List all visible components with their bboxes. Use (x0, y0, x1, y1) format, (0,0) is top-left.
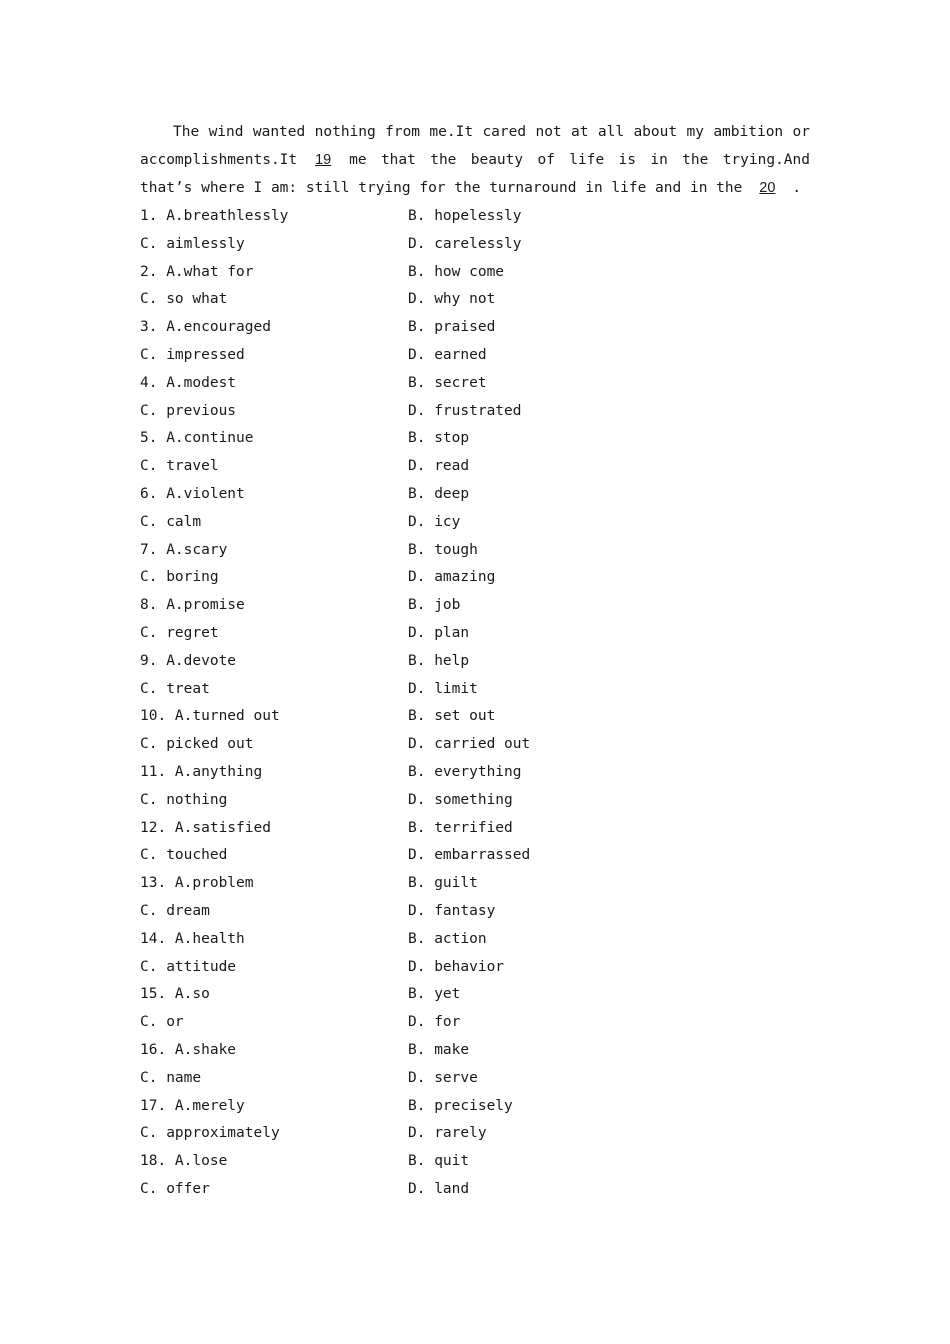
option-row (140, 453, 700, 481)
option-right: B. help (408, 652, 470, 669)
option-row (140, 481, 700, 509)
option-left: C. so what (140, 291, 228, 308)
option-right: D. rarely (408, 1125, 487, 1142)
option-left: C. aimlessly (140, 235, 245, 252)
passage-segment-2: me that the beauty of life is in the trying.And that’s where I am: still trying for the turnaround in life and in the (140, 151, 810, 196)
option-right: D. amazing (408, 569, 496, 586)
option-left: C. nothing (140, 791, 228, 808)
option-row (140, 759, 700, 787)
option-row (140, 620, 700, 648)
option-right: D. limit (408, 680, 478, 697)
option-right: D. earned (408, 346, 487, 363)
option-right: D. read (408, 458, 470, 475)
option-right: B. hopelessly (408, 208, 522, 224)
option-left: C. calm (140, 513, 202, 530)
option-row (140, 1148, 700, 1176)
option-left: 3. A.encouraged (140, 319, 271, 336)
option-row (140, 954, 700, 982)
option-row (140, 286, 700, 314)
blank-20: 20 (759, 179, 776, 196)
option-right: B. make (408, 1041, 470, 1058)
option-left: 18. A.lose (140, 1153, 228, 1170)
option-left: C. name (140, 1069, 202, 1086)
option-row (140, 870, 700, 898)
option-left: 8. A.promise (140, 597, 245, 614)
option-left: 14. A.health (140, 930, 245, 947)
option-right: D. embarrassed (408, 847, 531, 864)
option-left: 11. A.anything (140, 763, 263, 780)
option-row (140, 1120, 700, 1148)
option-left: C. treat (140, 680, 210, 697)
option-row (140, 370, 700, 398)
option-row (140, 259, 700, 287)
option-right: B. action (408, 930, 487, 947)
option-row (140, 398, 700, 426)
option-row (140, 731, 700, 759)
option-left: 5. A.continue (140, 430, 254, 447)
option-row (140, 898, 700, 926)
option-left: 7. A.scary (140, 541, 228, 558)
option-row (140, 787, 700, 815)
option-right: B. how come (408, 263, 505, 280)
option-row (140, 648, 700, 676)
option-row (140, 815, 700, 843)
option-right: B. job (408, 597, 461, 614)
option-right: B. secret (408, 374, 487, 391)
option-left: C. or (140, 1014, 184, 1031)
option-right: B. quit (408, 1153, 470, 1170)
option-left: C. regret (140, 624, 219, 641)
option-left: C. attitude (140, 958, 237, 975)
option-row (140, 425, 700, 453)
option-right: B. yet (408, 986, 461, 1003)
option-left: 12. A.satisfied (140, 819, 271, 836)
option-left: C. touched (140, 847, 228, 864)
option-row (140, 509, 700, 537)
option-left: C. approximately (140, 1125, 280, 1142)
answer-options-list (140, 203, 700, 1204)
option-right: D. icy (408, 513, 461, 530)
option-left: C. impressed (140, 346, 245, 363)
option-left: C. offer (140, 1180, 210, 1197)
option-right: B. set out (408, 708, 496, 725)
option-right: B. guilt (408, 875, 478, 892)
option-right: D. why not (408, 291, 496, 308)
option-right: B. precisely (408, 1097, 513, 1114)
option-row (140, 1093, 700, 1121)
option-right: D. serve (408, 1069, 478, 1086)
option-right: D. land (408, 1180, 470, 1197)
option-right: B. tough (408, 541, 478, 558)
option-right: B. deep (408, 485, 470, 502)
option-left: 9. A.devote (140, 652, 237, 669)
option-left: 10. A.turned out (140, 708, 280, 725)
option-right: B. praised (408, 319, 496, 336)
option-row (140, 676, 700, 704)
option-row (140, 1009, 700, 1037)
option-row (140, 203, 700, 231)
option-row (140, 981, 700, 1009)
option-left: 16. A.shake (140, 1041, 237, 1058)
option-row (140, 926, 700, 954)
option-right: D. something (408, 791, 513, 808)
option-right: B. everything (408, 763, 522, 780)
passage-segment-3: . (792, 179, 802, 196)
option-left: 13. A.problem (140, 875, 254, 892)
option-row (140, 564, 700, 592)
reading-passage (140, 119, 810, 202)
option-left: C. previous (140, 402, 237, 419)
option-left: 17. A.merely (140, 1097, 245, 1114)
option-row (140, 1176, 700, 1204)
option-left: 15. A.so (140, 986, 210, 1003)
option-row (140, 314, 700, 342)
option-right: D. behavior (408, 958, 505, 975)
passage-segment-1: The wind wanted nothing from me.It cared not at all about my ambition or accomplishments.It (140, 124, 810, 168)
option-left: C. dream (140, 902, 210, 919)
option-left: C. travel (140, 458, 219, 475)
option-row (140, 703, 700, 731)
option-row (140, 231, 700, 259)
option-row (140, 342, 700, 370)
option-left: 6. A.violent (140, 485, 245, 502)
option-right: B. terrified (408, 819, 513, 836)
option-right: D. carried out (408, 736, 531, 753)
blank-19: 19 (315, 151, 332, 168)
option-row (140, 842, 700, 870)
option-right: B. stop (408, 430, 470, 447)
option-right: D. frustrated (408, 402, 522, 419)
option-left: 1. A.breathlessly (140, 208, 289, 224)
option-right: D. carelessly (408, 235, 522, 252)
option-row (140, 1037, 700, 1065)
option-left: C. boring (140, 569, 219, 586)
option-left: 2. A.what for (140, 263, 254, 280)
option-left: 4. A.modest (140, 374, 237, 391)
option-left: C. picked out (140, 736, 254, 753)
option-row (140, 592, 700, 620)
option-row (140, 1065, 700, 1093)
option-right: D. for (408, 1014, 461, 1031)
option-right: D. plan (408, 624, 470, 641)
option-row (140, 537, 700, 565)
option-right: D. fantasy (408, 902, 496, 919)
